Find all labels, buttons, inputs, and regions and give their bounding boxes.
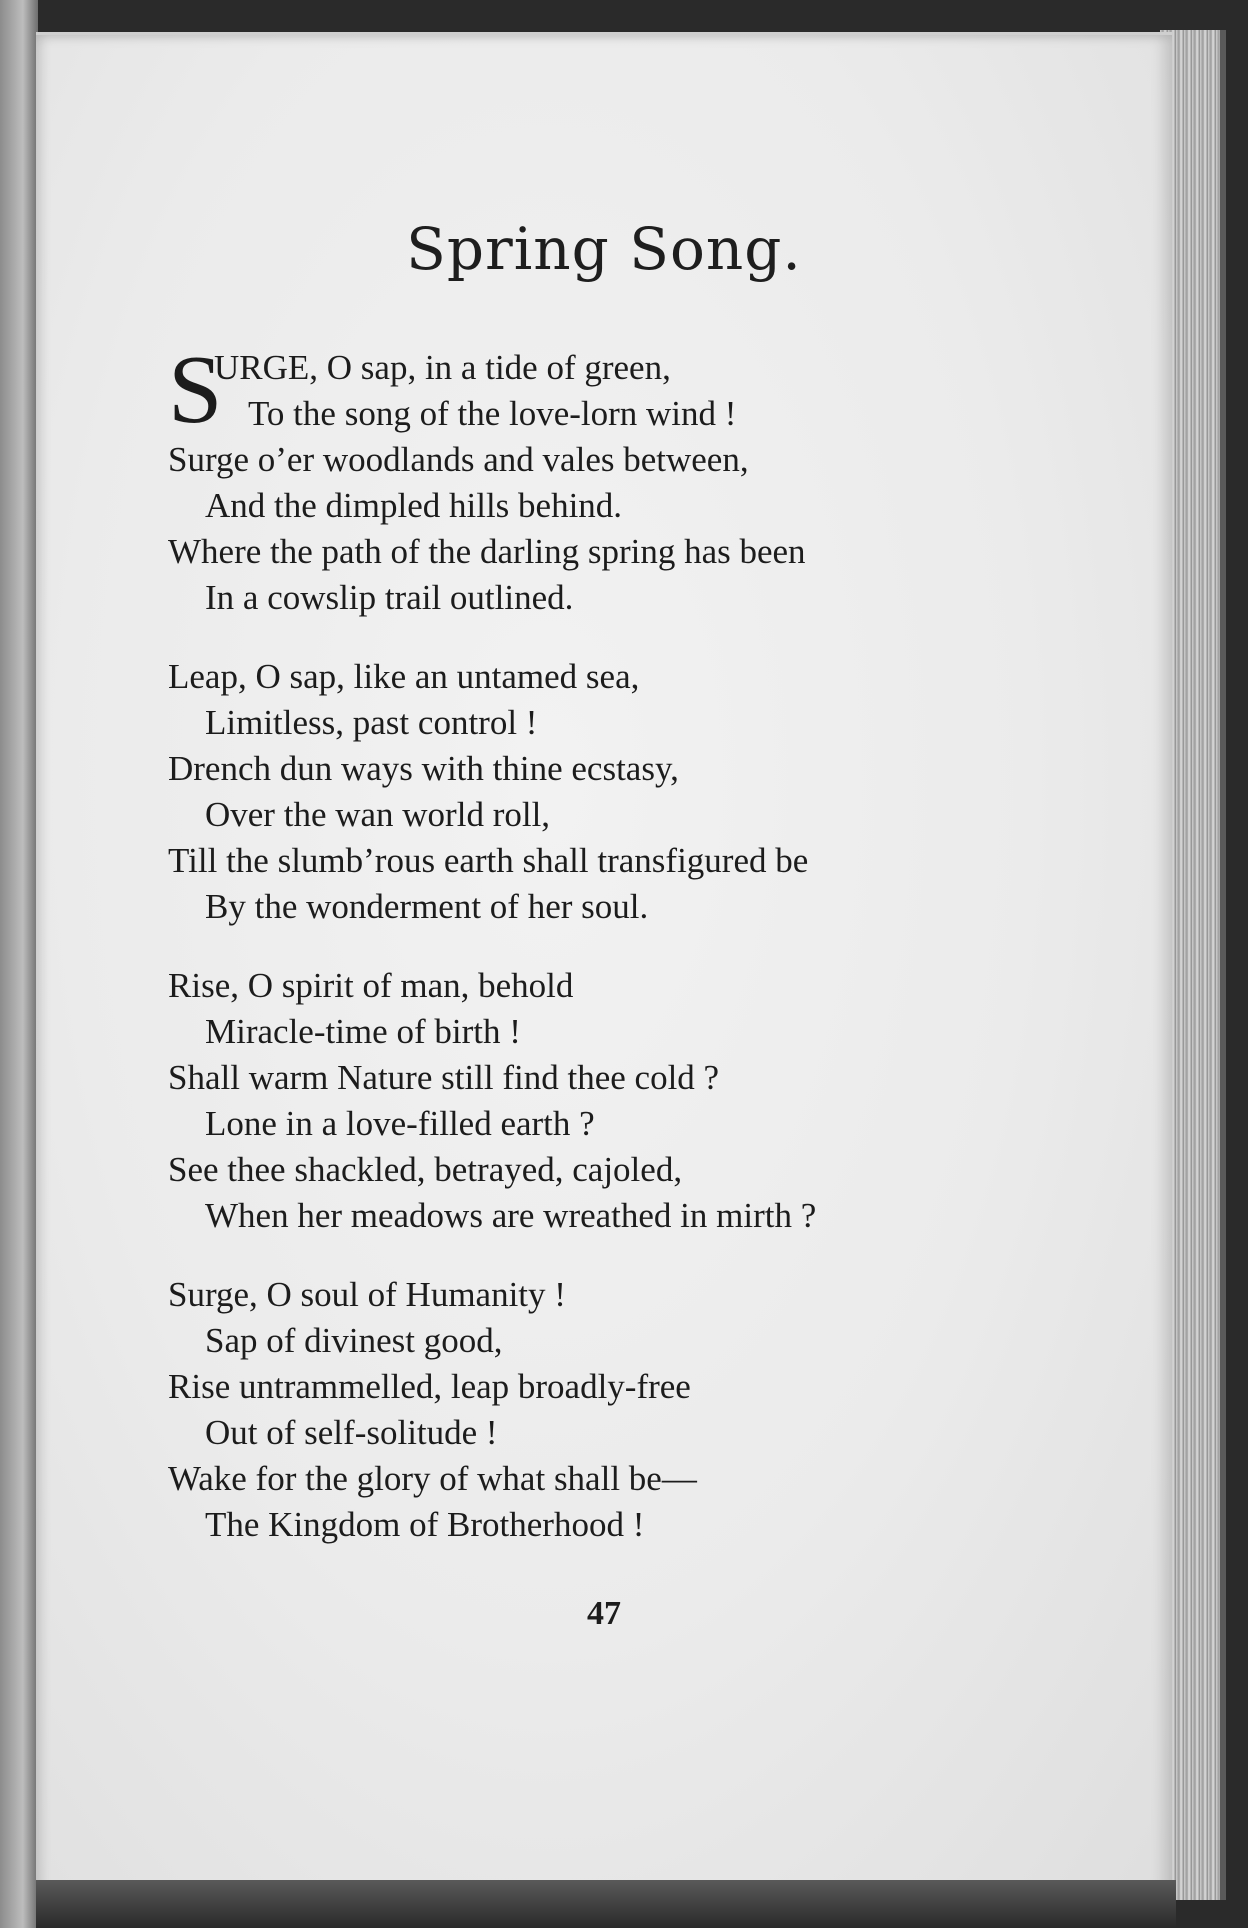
page-number: 47 [587, 1595, 621, 1632]
poem-line: Rise, O spirit of man, behold [168, 966, 574, 1005]
poem-line: Surge o’er woodlands and vales between, [168, 440, 749, 479]
poem-line: Where the path of the darling spring has been [168, 532, 806, 571]
poem-line: URGE, O sap, in a tide of green, [214, 348, 671, 387]
dropcap-block [168, 336, 1088, 444]
page-bottom-shadow [36, 1880, 1176, 1928]
stanza-3 [168, 963, 1088, 1239]
stanza-1 [168, 336, 1088, 621]
poem-line: To the song of the love-lorn wind ! [248, 394, 737, 433]
poem-line: Shall warm Nature still find thee cold ? [168, 1058, 720, 1097]
poem-line: Surge, O soul of Humanity ! [168, 1275, 566, 1314]
poem-line: Rise untrammelled, leap broadly-free [168, 1367, 691, 1406]
poem-line: Till the slumb’rous earth shall transfigured be [168, 841, 809, 880]
poem-line: See thee shackled, betrayed, cajoled, [168, 1150, 683, 1189]
poem-title: Spring Song. [406, 215, 802, 283]
poem-line: Limitless, past control ! [205, 703, 538, 742]
poem-line: Sap of divinest good, [205, 1321, 503, 1360]
poem-body [168, 336, 1088, 1581]
poem-line: By the wonderment of her soul. [205, 887, 649, 926]
previous-page-edge [0, 0, 38, 1928]
stanza-4 [168, 1272, 1088, 1548]
poem-line: Wake for the glory of what shall be— [168, 1459, 697, 1498]
book-page [36, 32, 1172, 1895]
poem-line: Drench dun ways with thine ecstasy, [168, 749, 679, 788]
poem-line: Lone in a love-filled earth ? [205, 1104, 595, 1143]
poem-line: And the dimpled hills behind. [205, 486, 623, 525]
poem-line: When her meadows are wreathed in mirth ? [205, 1196, 817, 1235]
drop-cap: S [168, 336, 223, 444]
poem-line: Miracle-time of birth ! [205, 1012, 521, 1051]
poem-line: Out of self-solitude ! [205, 1413, 498, 1452]
poem-line: Over the wan world roll, [205, 795, 551, 834]
stanza-2 [168, 654, 1088, 930]
poem-line: In a cowslip trail outlined. [205, 578, 574, 617]
poem-line: Leap, O sap, like an untamed sea, [168, 657, 640, 696]
poem-line: The Kingdom of Brotherhood ! [205, 1505, 645, 1544]
